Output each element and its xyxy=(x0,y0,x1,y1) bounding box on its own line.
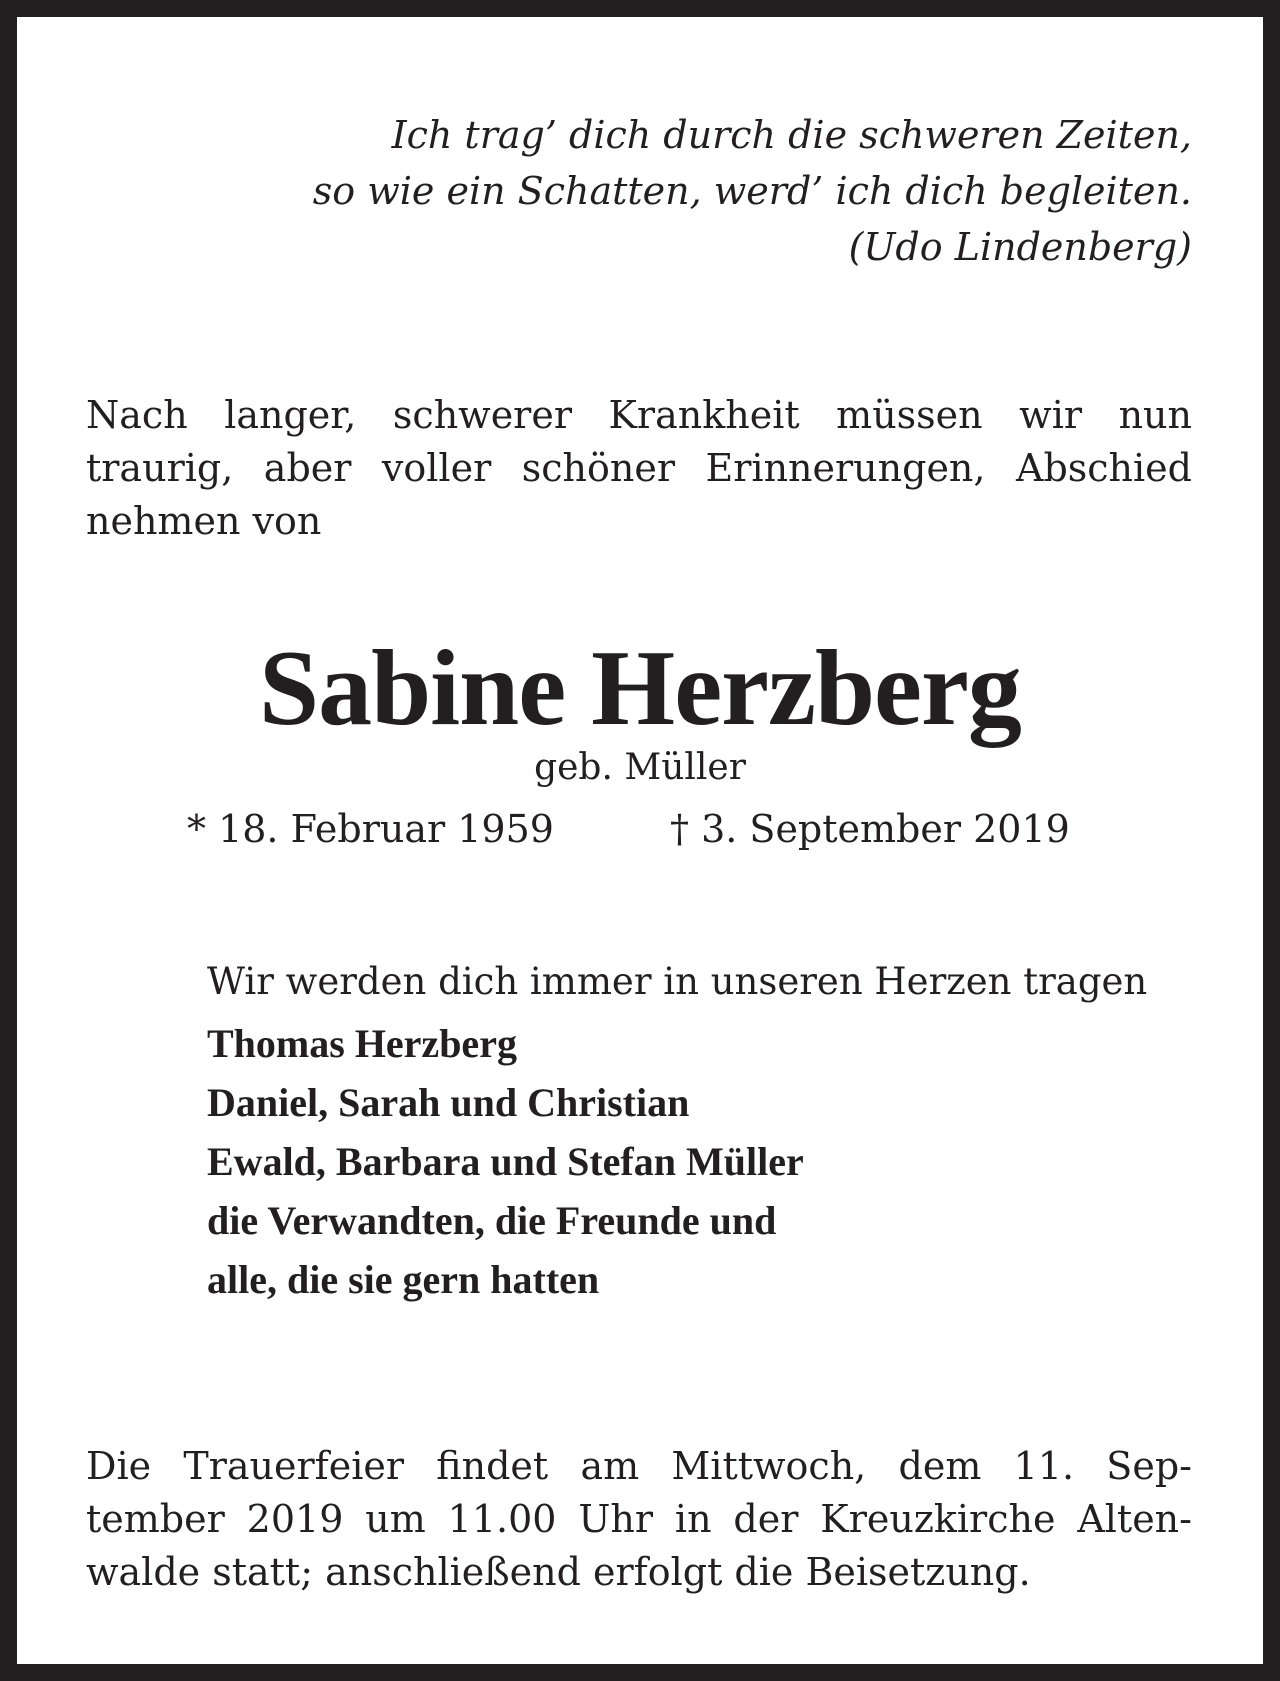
service-line: walde statt; anschließend erfolgt die Beisetzung. xyxy=(86,1550,1031,1594)
mourner-name: Daniel, Sarah und Christian xyxy=(207,1080,690,1125)
obituary-notice xyxy=(17,17,1263,1664)
service-line: tember 2019 um 11.00 Uhr in der Kreuzkirche Alten- xyxy=(86,1497,1192,1541)
quote-line: Ich trag’ dich durch die schweren Zeiten, xyxy=(391,113,1192,157)
mourners xyxy=(207,953,1147,1310)
intro-line: Nach langer, schwerer Krankheit müssen wir nun xyxy=(86,393,1192,437)
mourner-name: alle, die sie gern hatten xyxy=(207,1257,600,1302)
mourner-name: Ewald, Barbara und Stefan Müller xyxy=(207,1139,804,1184)
quote xyxy=(313,107,1192,275)
mourners-intro: Wir werden dich immer in unseren Herzen tragen xyxy=(207,960,1148,1003)
death-date: † 3. September 2019 xyxy=(670,807,1070,851)
service-line: Die Trauerfeier findet am Mittwoch, dem 11. Sep- xyxy=(86,1444,1192,1488)
birth-name: geb. Müller xyxy=(534,747,746,788)
mourner-name: Thomas Herzberg xyxy=(207,1021,517,1066)
deceased-name: Sabine Herzberg xyxy=(259,629,1021,748)
quote-line: so wie ein Schatten, werd’ ich dich begleiten. xyxy=(312,169,1192,213)
birth-date: * 18. Februar 1959 xyxy=(187,807,554,851)
intro-line: nehmen von xyxy=(86,499,322,543)
intro-text xyxy=(86,389,1192,548)
service-info xyxy=(86,1440,1192,1599)
mourner-name: die Verwandten, die Freunde und xyxy=(207,1198,777,1243)
quote-author: (Udo Lindenberg) xyxy=(848,225,1192,269)
intro-line: traurig, aber voller schöner Erinnerungen, Abschied xyxy=(86,446,1192,490)
